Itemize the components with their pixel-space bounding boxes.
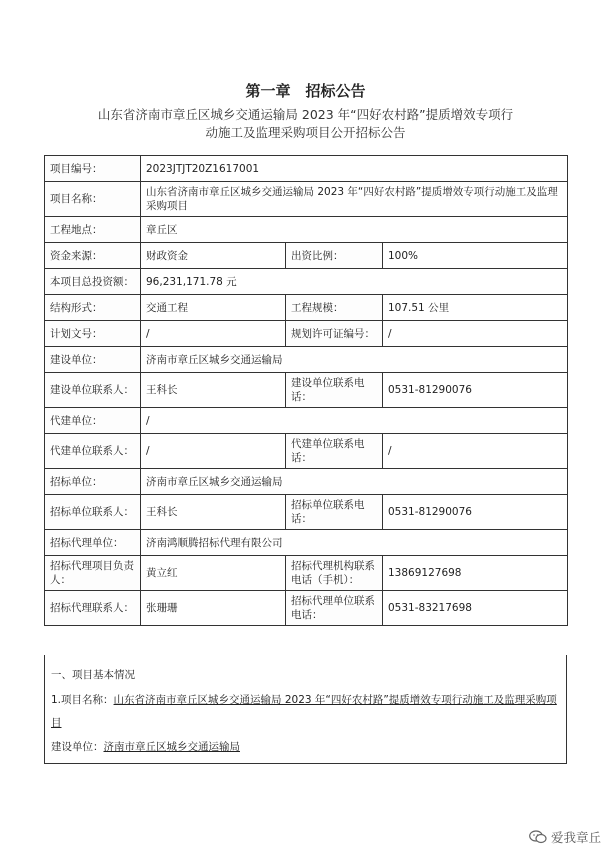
document-title-line1: 山东省济南市章丘区城乡交通运输局 2023 年“四好农村路”提质增效专项行 [97, 107, 514, 122]
tenderer-contact-value: 王科长 [141, 495, 286, 530]
tender-info-table [44, 155, 568, 626]
document-title [60, 106, 551, 142]
tenderer-label: 招标单位： [45, 469, 141, 495]
agency-contact-phone-label: 招标代理单位联系电话： [286, 591, 383, 626]
table-row [45, 217, 568, 243]
builder-item-label: 建设单位： [51, 741, 104, 753]
tenderer-contact-label: 招标单位联系人： [45, 495, 141, 530]
table-row [45, 373, 568, 408]
project-name-line [51, 692, 557, 707]
table-row [45, 182, 568, 217]
agent-builder-value: / [141, 408, 568, 434]
fund-ratio-label: 出资比例： [286, 243, 383, 269]
table-row [45, 243, 568, 269]
table-row [45, 408, 568, 434]
tenderer-value: 济南市章丘区城乡交通运输局 [141, 469, 568, 495]
location-label: 工程地点： [45, 217, 141, 243]
table-row [45, 469, 568, 495]
agent-builder-contact-label: 代建单位联系人： [45, 434, 141, 469]
table-row [45, 434, 568, 469]
plan-doc-label: 计划文号： [45, 321, 141, 347]
project-name-value: 山东省济南市章丘区城乡交通运输局 2023 年“四好农村路”提质增效专项行动施工及监理采购项目 [141, 182, 568, 217]
plan-doc-value: / [141, 321, 286, 347]
document-title-line2: 动施工及监理采购项目公开招标公告 [205, 125, 406, 140]
section-heading: 一、项目基本情况 [51, 669, 135, 681]
builder-value: 济南市章丘区城乡交通运输局 [141, 347, 568, 373]
scale-label: 工程规模： [286, 295, 383, 321]
table-row [45, 321, 568, 347]
agent-builder-contact-value: / [141, 434, 286, 469]
builder-phone-label: 建设单位联系电话： [286, 373, 383, 408]
builder-phone-value: 0531-81290076 [383, 373, 568, 408]
planning-permit-label: 规划许可证编号： [286, 321, 383, 347]
fund-source-value: 财政资金 [141, 243, 286, 269]
fund-ratio-value: 100% [383, 243, 568, 269]
structure-value: 交通工程 [141, 295, 286, 321]
builder-contact-value: 王科长 [141, 373, 286, 408]
project-name-item-value: 山东省济南市章丘区城乡交通运输局 2023 年“四好农村路”提质增效专项行动施工及监理采购项 [113, 694, 557, 706]
chapter-title: 第一章 招标公告 [245, 82, 366, 100]
total-investment-label: 本项目总投资额： [45, 269, 141, 295]
project-basic-info-section [44, 655, 567, 764]
project-name-item-label: 1.项目名称： [51, 694, 114, 706]
agency-pm-phone-label: 招标代理机构联系电话（手机）： [286, 556, 383, 591]
project-no-label: 项目编号： [45, 156, 141, 182]
table-row [45, 347, 568, 373]
agent-builder-phone-label: 代建单位联系电话： [286, 434, 383, 469]
agency-value: 济南鸿顺腾招标代理有限公司 [141, 530, 568, 556]
builder-contact-label: 建设单位联系人： [45, 373, 141, 408]
table-row [45, 556, 568, 591]
tenderer-phone-value: 0531-81290076 [383, 495, 568, 530]
agency-pm-phone-value: 13869127698 [383, 556, 568, 591]
agent-builder-phone-value: / [383, 434, 568, 469]
agency-contact-value: 张珊珊 [141, 591, 286, 626]
project-no-value: 2023JTJT20Z1617001 [141, 156, 568, 182]
location-value: 章丘区 [141, 217, 568, 243]
watermark-text: 爱我章丘 [550, 830, 601, 845]
agency-pm-value: 黄立红 [141, 556, 286, 591]
project-name-item-value-cont: 目 [51, 717, 62, 729]
scale-value: 107.51 公里 [383, 295, 568, 321]
table-row [45, 156, 568, 182]
builder-line [51, 739, 240, 754]
wechat-icon [529, 830, 547, 844]
planning-permit-value: / [383, 321, 568, 347]
project-name-label: 项目名称： [45, 182, 141, 217]
tenderer-phone-label: 招标单位联系电话： [286, 495, 383, 530]
structure-label: 结构形式： [45, 295, 141, 321]
agency-label: 招标代理单位： [45, 530, 141, 556]
table-row [45, 295, 568, 321]
fund-source-label: 资金来源： [45, 243, 141, 269]
table-row [45, 591, 568, 626]
agency-contact-phone-value: 0531-83217698 [383, 591, 568, 626]
table-row [45, 495, 568, 530]
watermark [529, 828, 601, 846]
total-investment-value: 96,231,171.78 元 [141, 269, 568, 295]
table-row [45, 269, 568, 295]
agent-builder-label: 代建单位： [45, 408, 141, 434]
table-row [45, 530, 568, 556]
builder-item-value: 济南市章丘区城乡交通运输局 [103, 741, 240, 753]
agency-contact-label: 招标代理联系人： [45, 591, 141, 626]
agency-pm-label: 招标代理项目负责人： [45, 556, 141, 591]
builder-label: 建设单位： [45, 347, 141, 373]
